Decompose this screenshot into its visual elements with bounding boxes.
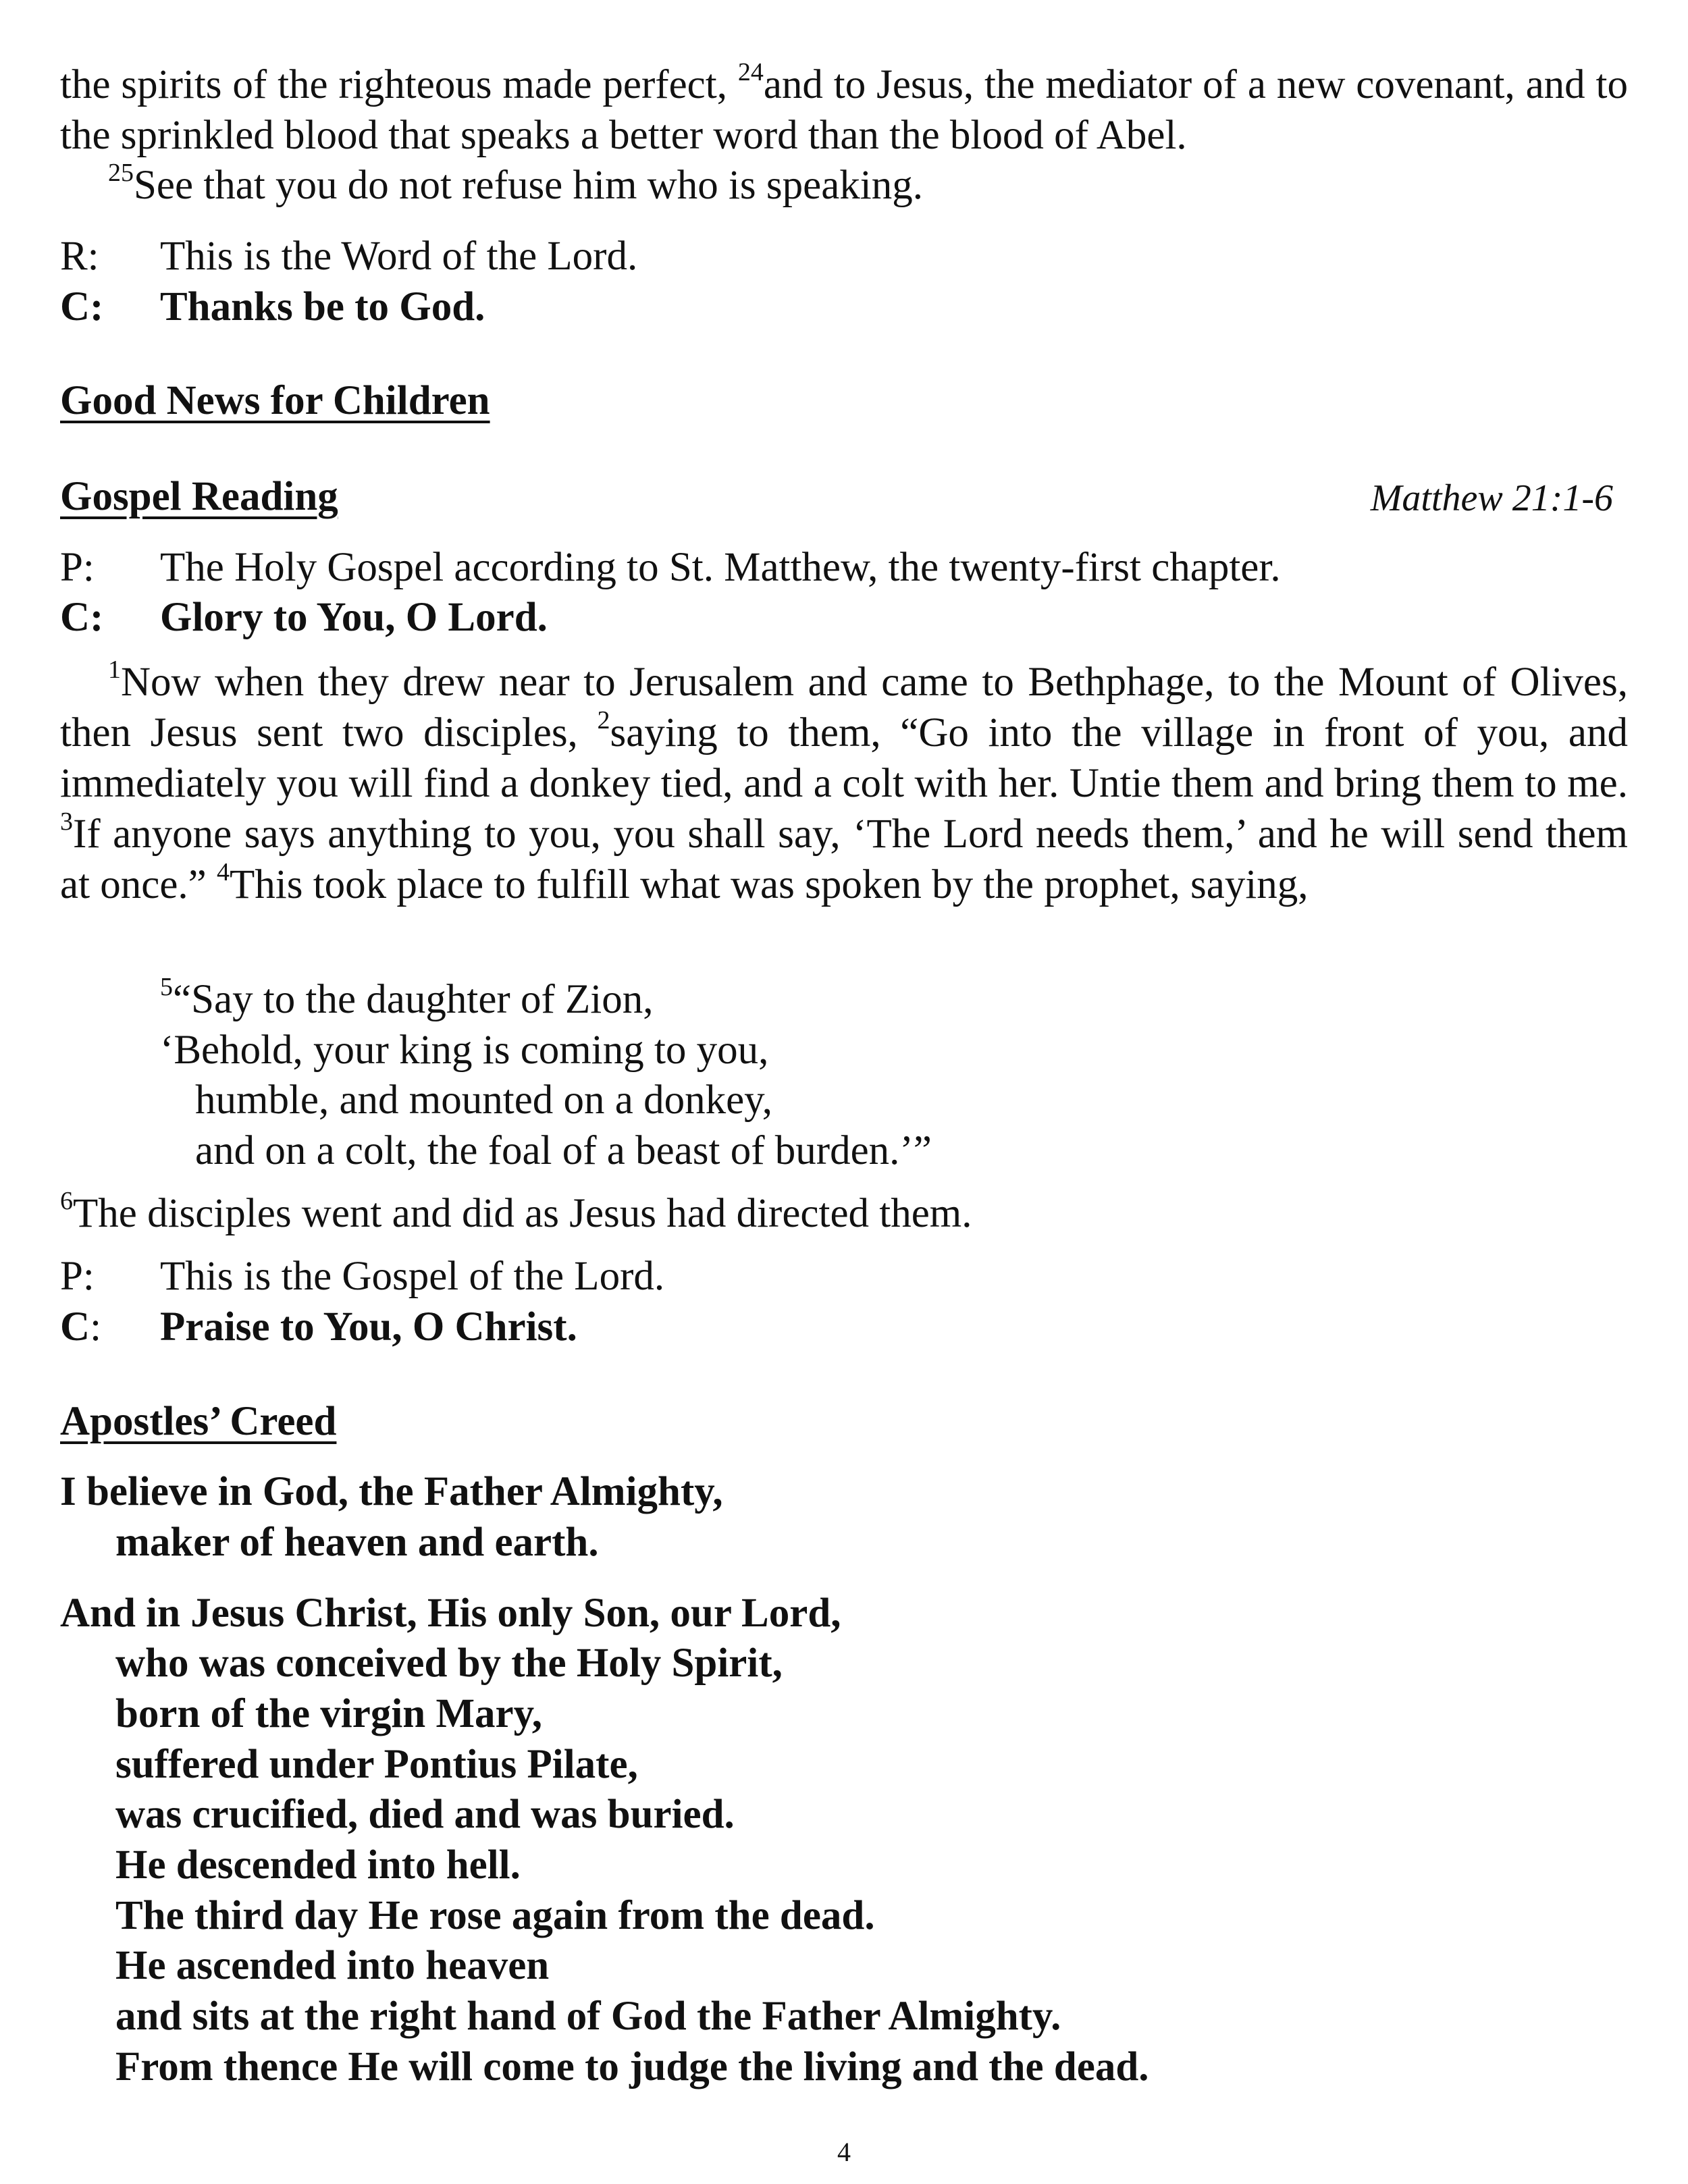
verse-number: 6 xyxy=(60,1187,73,1215)
verse-number: 3 xyxy=(60,807,73,836)
creed-line xyxy=(60,1890,875,1941)
poem-line-1 xyxy=(60,974,1688,1025)
creed-line: I believe in God, the Father Almighty, xyxy=(60,1469,723,1514)
response-text: Glory to You, O Lord. xyxy=(160,595,548,640)
speaker-label: C: xyxy=(60,284,104,329)
gospel-closing-response xyxy=(60,1302,1628,1352)
verse-text: “Say to the daughter of Zion, xyxy=(173,977,654,1022)
verse-text: the spirits of the righteous made perfect, xyxy=(60,62,738,107)
speaker-label: P: xyxy=(60,545,95,590)
verse-text: This took place to fulfill what was spoken by the prophet, saying, xyxy=(230,862,1309,907)
speaker-label xyxy=(60,1302,160,1352)
response-text: Thanks be to God. xyxy=(160,284,485,329)
creed-line-text: born of the virgin Mary, xyxy=(115,1691,542,1736)
creed-line-text: and sits at the right hand of God the Father Almighty. xyxy=(115,1994,1061,2039)
speaker-label: C: xyxy=(60,595,104,640)
verse-number: 24 xyxy=(737,58,764,86)
hebrews-verse-25 xyxy=(60,160,1676,211)
poem-line-3: humble, and mounted on a donkey, xyxy=(195,1077,772,1123)
creed-line-text: He ascended into heaven xyxy=(115,1943,550,1988)
hebrews-verse-24 xyxy=(60,59,1628,161)
gospel-announcement xyxy=(60,542,1628,593)
verse-text: and to Jesus, the mediator of a new covenant, and to the sprinkled blood that speaks a better word than the blood of Abel. xyxy=(60,62,1628,158)
creed-line-text: who was conceived by the Holy Spirit, xyxy=(115,1641,783,1686)
verse-number: 2 xyxy=(597,706,610,735)
response-text: This is the Word of the Lord. xyxy=(160,234,638,279)
creed-line: And in Jesus Christ, His only Son, our Lord, xyxy=(60,1591,841,1636)
creed-line-text: maker of heaven and earth. xyxy=(115,1520,599,1565)
gospel-heading: Gospel Reading xyxy=(60,474,338,519)
gospel-verse-6 xyxy=(60,1188,1628,1239)
creed-line-text: From thence He will come to judge the living and the dead. xyxy=(115,2044,1149,2089)
verse-number: 1 xyxy=(108,656,121,684)
creed-line xyxy=(60,1739,638,1790)
creed-line xyxy=(60,1940,549,1991)
reading-response-leader xyxy=(60,231,1628,282)
gospel-verses-1-4 xyxy=(60,657,1628,910)
gospel-response xyxy=(60,592,1628,643)
response-text: Praise to You, O Christ. xyxy=(160,1304,577,1350)
creed-line xyxy=(60,2042,1149,2092)
poem-line-4: and on a colt, the foal of a beast of burden.’” xyxy=(195,1128,932,1173)
verse-text: See that you do not refuse him who is speaking. xyxy=(134,163,923,208)
response-text: This is the Gospel of the Lord. xyxy=(160,1254,665,1299)
creed-line xyxy=(60,1840,521,1890)
creed-line-text: The third day He rose again from the dead. xyxy=(115,1893,875,1938)
speaker-letter: C xyxy=(60,1304,90,1350)
creed-line xyxy=(60,1991,1061,2042)
creed-line-text: suffered under Pontius Pilate, xyxy=(115,1742,638,1787)
creed-line xyxy=(60,1789,735,1840)
creed-line xyxy=(60,1638,783,1688)
verse-number: 5 xyxy=(160,973,173,1001)
gospel-citation: Matthew 21:1-6 xyxy=(1370,477,1613,519)
reading-response-congregation xyxy=(60,282,1628,332)
creed-line-text: He descended into hell. xyxy=(115,1842,521,1888)
verse-number: 4 xyxy=(217,858,230,886)
creed-line-text: was crucified, died and was buried. xyxy=(115,1792,735,1837)
speaker-label: P: xyxy=(60,1254,95,1299)
page-number: 4 xyxy=(837,2137,851,2167)
poem-line-2: ‘Behold, your king is coming to you, xyxy=(160,1028,769,1073)
creed-line xyxy=(60,1688,542,1739)
verse-text: If anyone says anything to you, you shall say, ‘The Lord needs them,’ and he will send them at once.” xyxy=(60,811,1628,907)
gospel-closing xyxy=(60,1251,1628,1302)
response-text: The Holy Gospel according to St. Matthew, the twenty-first chapter. xyxy=(160,545,1281,590)
verse-text: The disciples went and did as Jesus had directed them. xyxy=(73,1191,972,1236)
verse-text: saying to them, “Go into the village in front of you, and immediately you will find a donkey tied, and a colt with her. Untie them and bring them to me. xyxy=(60,710,1628,806)
speaker-colon: : xyxy=(90,1304,102,1350)
good-news-heading: Good News for Children xyxy=(60,378,490,423)
speaker-label: R: xyxy=(60,234,99,279)
creed-line xyxy=(60,1517,599,1568)
verse-text: Now when they drew near to Jerusalem and came to Bethphage, to the Mount of Olives, then Jesus sent two disciples, xyxy=(60,660,1628,755)
creed-heading: Apostles’ Creed xyxy=(60,1399,337,1444)
verse-number: 25 xyxy=(108,159,134,187)
